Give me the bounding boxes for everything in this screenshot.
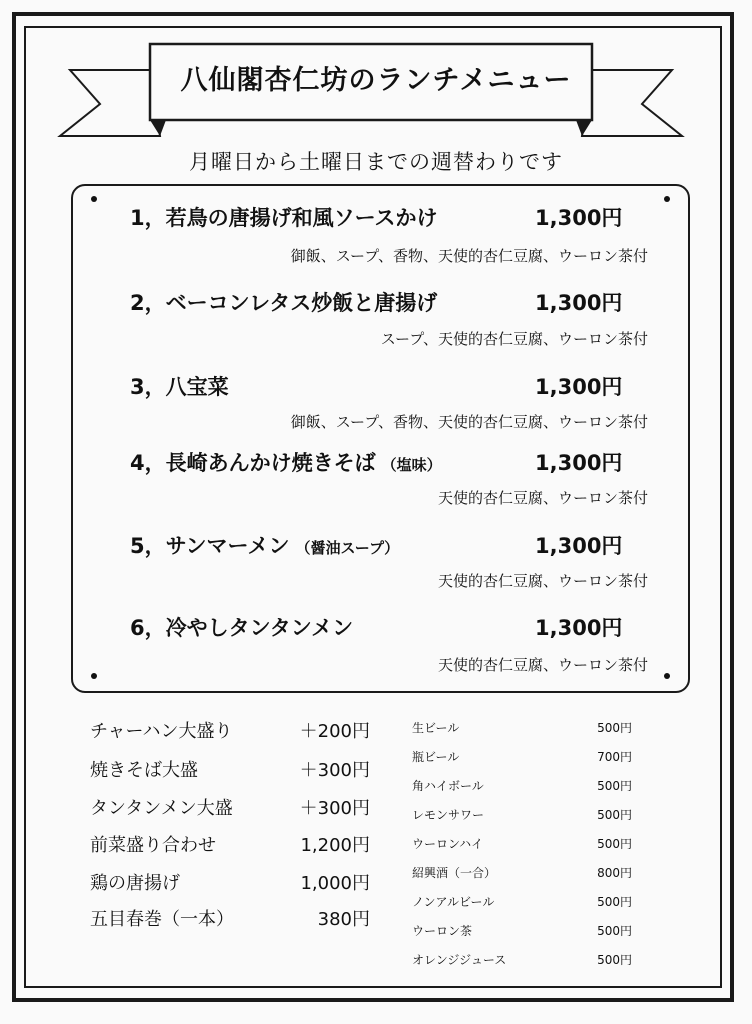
lunch-item-price: 1,300円 [535, 534, 623, 558]
extra-item-name: 五目春巻（一本） [90, 909, 234, 930]
extra-item-name: 焼きそば大盛 [90, 760, 198, 781]
drink-item-price: 500円 [597, 953, 632, 967]
extra-item-price: 380円 [317, 909, 370, 930]
drink-item-name: 瓶ビール [412, 750, 460, 764]
drink-item-price: 500円 [597, 721, 632, 735]
lunch-item-price: 1,300円 [535, 291, 623, 315]
extra-item-price: ＋300円 [299, 760, 370, 781]
drink-item-name: ウーロンハイ [412, 837, 484, 851]
drink-item-name: 紹興酒（一合） [412, 866, 497, 880]
drink-item-price: 500円 [597, 924, 632, 938]
drink-item-price: 500円 [597, 895, 632, 909]
lunch-item-name: 6，冷やしタンタンメン [130, 616, 354, 640]
extra-item-price: 1,000円 [300, 873, 370, 894]
lunch-item-sides: 御飯、スープ、香物、天使的杏仁豆腐、ウーロン茶付 [290, 413, 648, 431]
lunch-item-name: 4，長崎あんかけ焼きそば （塩味） [130, 451, 442, 475]
drink-item-price: 500円 [597, 837, 632, 851]
lunch-item-sides: 天使的杏仁豆腐、ウーロン茶付 [437, 656, 648, 674]
drink-item-name: オレンジジュース [412, 953, 507, 967]
lunch-item-price: 1,300円 [535, 451, 623, 475]
drink-item-price: 700円 [597, 750, 632, 764]
extra-item-price: 1,200円 [300, 835, 370, 856]
lunch-item-name: 3，八宝菜 [130, 375, 229, 399]
extra-item-price: ＋200円 [299, 721, 370, 742]
lunch-item-price: 1,300円 [535, 375, 623, 399]
lunch-item-price: 1,300円 [535, 616, 623, 640]
lunch-item-price: 1,300円 [535, 206, 623, 230]
lunch-item-sides: 天使的杏仁豆腐、ウーロン茶付 [437, 572, 648, 590]
corner-dot [664, 673, 670, 679]
corner-dot [91, 673, 97, 679]
drink-item-price: 800円 [597, 866, 632, 880]
menu-title: 八仙閣杏仁坊のランチメニュー [180, 64, 572, 96]
lunch-item-name: 5，サンマーメン （醤油スープ） [130, 534, 400, 558]
extra-item-price: ＋300円 [299, 798, 370, 819]
extra-item-name: 鶏の唐揚げ [90, 873, 180, 894]
menu-subtitle: 月曜日から土曜日までの週替わりです [189, 150, 563, 174]
drink-item-name: レモンサワー [412, 808, 485, 822]
lunch-item-sides: 天使的杏仁豆腐、ウーロン茶付 [437, 489, 648, 507]
corner-dot [91, 196, 97, 202]
extra-item-name: タンタンメン大盛 [90, 798, 233, 819]
extra-item-name: チャーハン大盛り [90, 721, 233, 742]
lunch-item-name: 1，若鳥の唐揚げ和風ソースかけ [130, 206, 438, 230]
drink-item-price: 500円 [597, 808, 632, 822]
lunch-item-name: 2，ベーコンレタス炒飯と唐揚げ [130, 291, 438, 315]
drink-item-name: 角ハイボール [412, 779, 484, 793]
drink-item-name: 生ビール [412, 721, 460, 735]
lunch-item-sides: 御飯、スープ、香物、天使的杏仁豆腐、ウーロン茶付 [290, 247, 648, 265]
corner-dot [664, 196, 670, 202]
drink-item-name: ノンアルビール [412, 895, 495, 909]
lunch-item-sides: スープ、天使的杏仁豆腐、ウーロン茶付 [380, 330, 648, 348]
extra-item-name: 前菜盛り合わせ [90, 835, 216, 856]
drink-item-price: 500円 [597, 779, 632, 793]
drink-item-name: ウーロン茶 [412, 924, 473, 938]
